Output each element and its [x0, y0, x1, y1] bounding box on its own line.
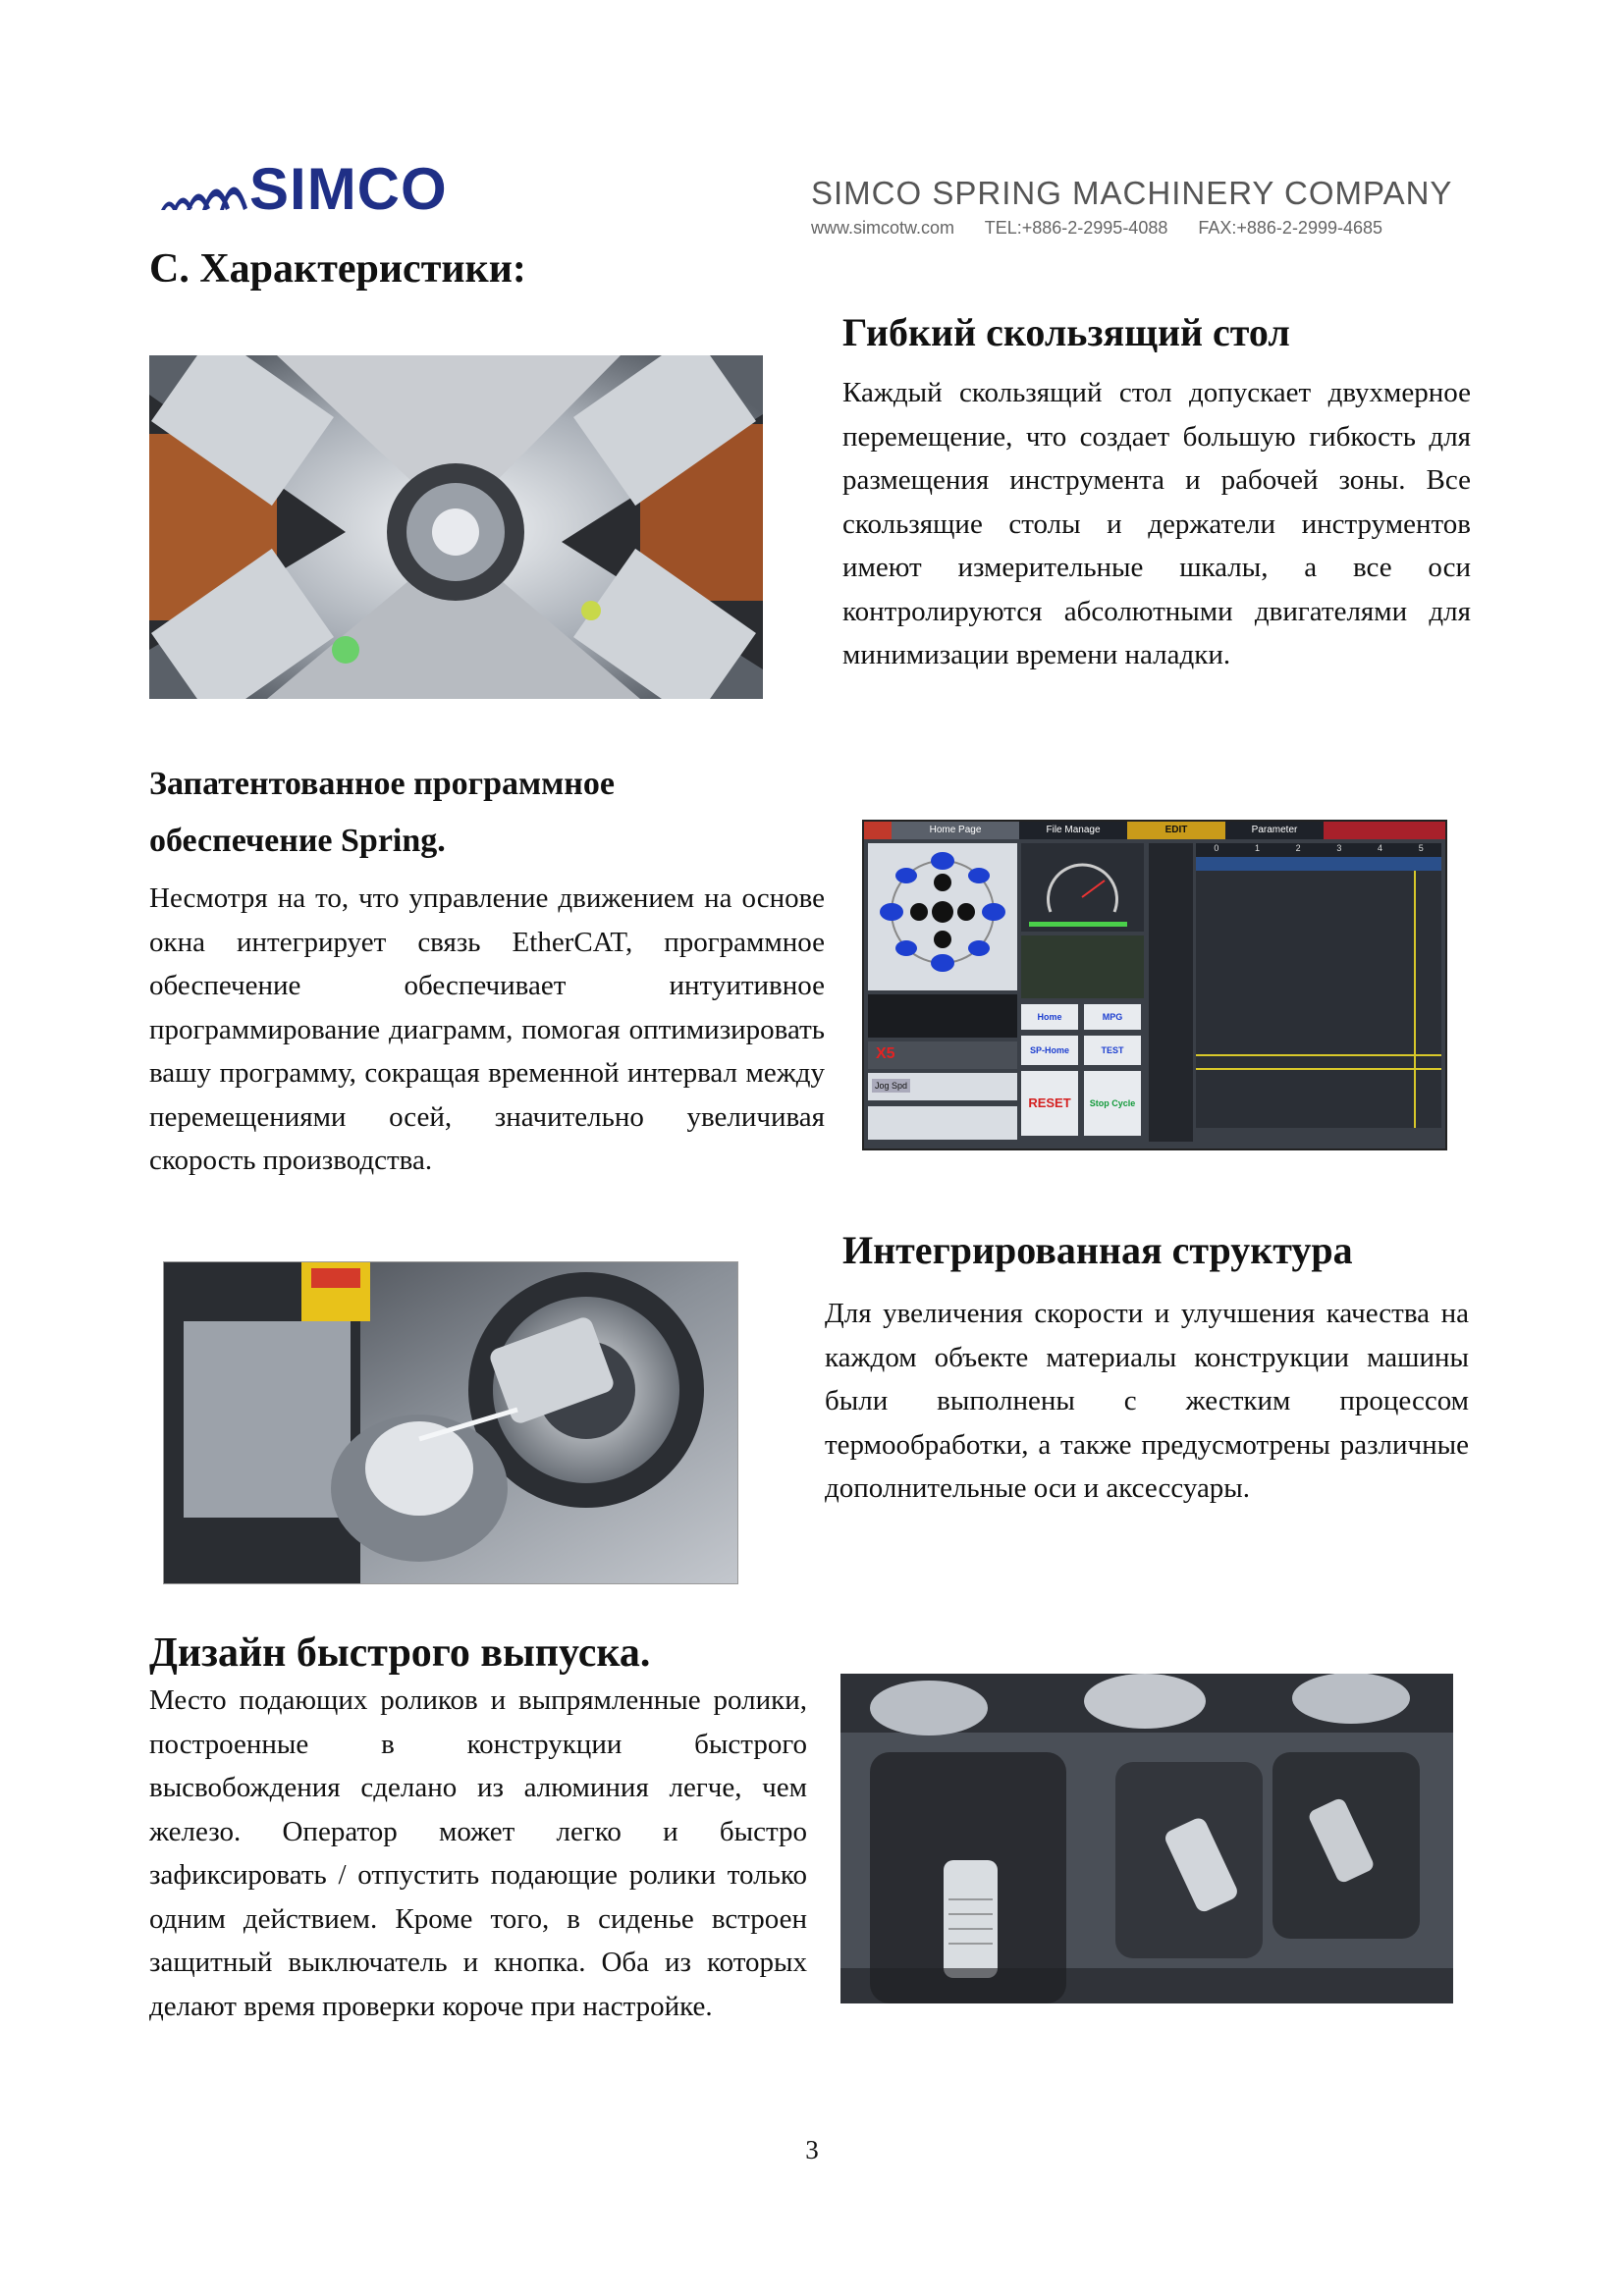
screen-tab-bar — [864, 822, 1445, 839]
integrated-structure-heading: Интегрированная структура — [842, 1228, 1353, 1272]
contact-line — [811, 218, 1408, 239]
stop-cycle-button[interactable]: Stop Cycle — [1084, 1071, 1141, 1136]
integrated-structure-text: Для увеличения скорости и улучшения качества на каждом объекте материалы конструкции машины были выполнены с жестким процессом термообработки, а также предусмотрены различные дополнительные оси и аксессуары. — [825, 1298, 1469, 1504]
mpg-button[interactable]: MPG — [1084, 1004, 1141, 1030]
screen-tab: Home Page — [892, 822, 1019, 839]
bottom-keys — [868, 1106, 1017, 1140]
table-column-header: 0 — [1214, 843, 1219, 853]
home-button[interactable]: Home — [1021, 1004, 1078, 1030]
sliding-table-heading: Гибкий скользящий стол — [842, 310, 1290, 354]
quick-release-text: Место подающих роликов и выпрямленные ролики, построенные в конструкции быстрого высвобождения сделано из алюминия легче, чем железо. Оператор может легко и быстро зафиксировать / отпустить подающие ролики только одним действием. Кроме того, в сиденье встроен защитный выключатель и кнопка. Оба из которых делают время проверки короче при настройке. — [149, 1684, 807, 2022]
logo-wordmark: SIMCO — [249, 156, 448, 222]
jog-speed-row — [868, 1073, 1017, 1100]
sliding-table-photo — [149, 355, 763, 699]
software-heading-line1: Запатентованное программное — [149, 766, 615, 802]
telephone: TEL:+886-2-2995-4088 — [984, 218, 1168, 238]
page-number: 3 — [805, 2135, 819, 2164]
table-column-header: 5 — [1418, 843, 1424, 853]
software-heading-line2: обеспечение Spring. — [149, 823, 446, 859]
screen-tab: File Manage — [1046, 825, 1101, 835]
table-column-header: 3 — [1336, 843, 1342, 853]
program-table — [1196, 843, 1441, 1142]
integrated-structure-photo — [163, 1261, 738, 1584]
screen-tab: Parameter — [1251, 825, 1298, 835]
screen-tab: EDIT — [1127, 822, 1225, 839]
simco-logo-icon — [159, 165, 249, 216]
sp-home-button[interactable]: SP-Home — [1021, 1036, 1078, 1065]
table-column-header: 1 — [1255, 843, 1261, 853]
counter-panel — [1021, 935, 1144, 998]
axis-status-grid — [868, 994, 1017, 1038]
table-column-header: 4 — [1378, 843, 1383, 853]
quick-release-heading: Дизайн быстрого выпуска. — [149, 1630, 651, 1676]
software-text: Несмотря на то, что управление движением на основе окна интегрирует связь EtherCAT, программное обеспечение обеспечивает интуитивное программирование диаграмм, помогая оптимизировать вашу программу, сокращая временной интервал между перемещениями осей, значительно увеличивая скорость производства. — [149, 882, 825, 1176]
company-name: SIMCO SPRING MACHINERY COMPANY — [811, 175, 1453, 211]
fax: FAX:+886-2-2999-4685 — [1198, 218, 1383, 238]
sliding-table-text: Каждый скользящий стол допускает двухмерное перемещение, что создает большую гибкость для размещения инструмента и рабочей зоны. Все скользящие столы и держатели инструментов имеют измерительные шкалы, а все оси контролируются абсолютными двигателями для минимизации времени наладки. — [842, 377, 1471, 670]
table-column-header: 2 — [1295, 843, 1301, 853]
quick-release-photo — [840, 1674, 1453, 2003]
section-title: C. Характеристики: — [149, 246, 526, 292]
axis-wheel-panel — [868, 843, 1017, 990]
speed-gauge — [1021, 843, 1144, 932]
reset-button[interactable]: RESET — [1021, 1071, 1078, 1136]
axis-value-list — [1149, 843, 1193, 1142]
test-button[interactable]: TEST — [1084, 1036, 1141, 1065]
jog-speed-button[interactable]: Jog Spd — [872, 1079, 910, 1093]
x5-readout: X5 — [868, 1041, 1017, 1069]
website: www.simcotw.com — [811, 218, 955, 238]
control-software-screenshot — [862, 820, 1447, 1150]
